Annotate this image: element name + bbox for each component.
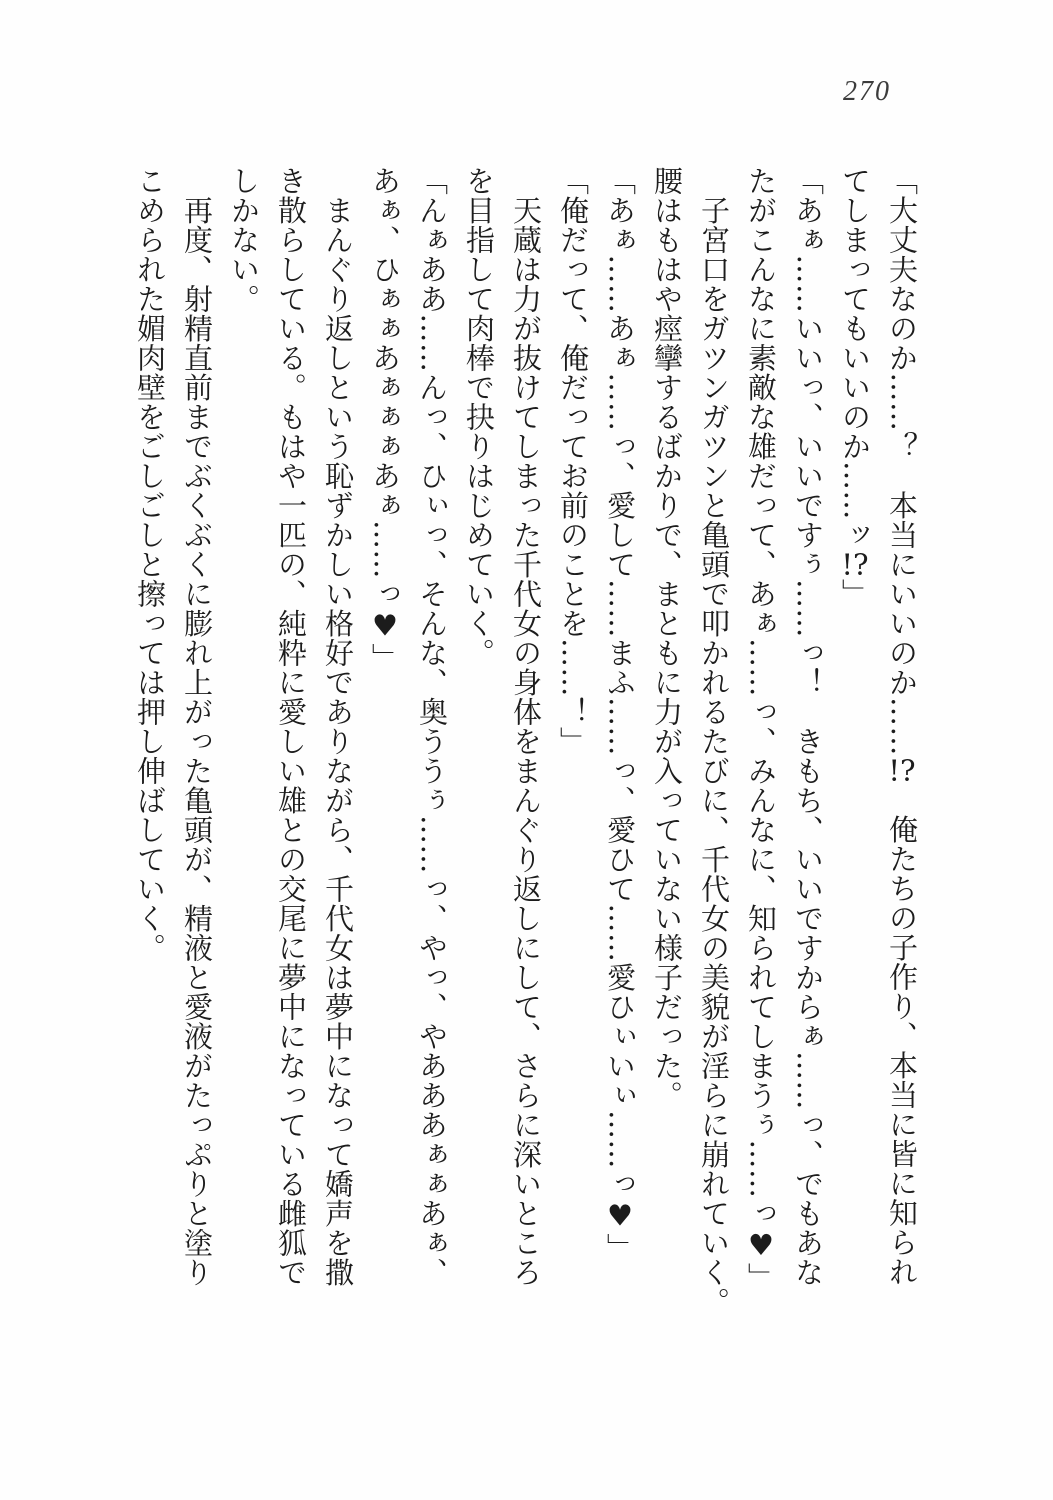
text-column: まんぐり返しという恥ずかしい格好でありながら、千代女は夢中になって嬌声を撒: [321, 166, 355, 1287]
text-column: き散らしている。もはや一匹の、純粋に愛しい雄との交尾に夢中になっている雌狐で: [274, 166, 308, 1287]
text-column: 子宮口をガツンガツンと亀頭で叩かれるたびに、千代女の美貌が淫らに崩れていく。: [697, 166, 731, 1317]
text-column: 「俺だって、俺だってお前のことを……！」: [556, 166, 590, 756]
tate-chu-yoko: !?: [841, 549, 869, 579]
vertical-text-block: [126, 166, 925, 1341]
text-column: 「んぁああ……んっ、ひぃっ、そんな、奥ううぅ……っ、やっ、やあああぁぁあぁ、: [415, 166, 449, 1287]
text-column: てしまってもいいのか……ッ!?」: [838, 166, 872, 608]
text-column: 天蔵は力が抜けてしまった千代女の身体をまんぐり返しにして、さらに深いところ: [509, 166, 543, 1287]
text-column: 腰はもはや痙攣するばかりで、まともに力が入っていない様子だった。: [650, 166, 684, 1110]
text-column: 「あぁ……いいっ、いいですぅ……っ！ きもち、いいですからぁ……っ、でもあな: [791, 166, 825, 1287]
text-column: 「大丈夫なのか……？ 本当にいいのか……!? 俺たちの子作り、本当に皆に知られ: [885, 166, 919, 1287]
page-number: 270: [843, 76, 891, 107]
text-column: こめられた媚肉壁をごしごしと擦っては押し伸ばしていく。: [133, 166, 167, 963]
tate-chu-yoko: !?: [888, 756, 916, 785]
text-column: たがこんなに素敵な雄だって、あぁ……っ、みんなに、知られてしまうぅ……っ♥」: [744, 166, 778, 1292]
text-column: 再度、射精直前までぶくぶくに膨れ上がった亀頭が、精液と愛液がたっぷりと塗り: [180, 166, 214, 1287]
text-column: を目指して肉棒で抉りはじめていく。: [462, 166, 496, 668]
text-column: あぁ、ひぁぁあぁぁぁあぁ……っ♥」: [368, 166, 402, 673]
text-column: しかない。: [227, 166, 261, 314]
text-column: 「あぁ……あぁ……っ、愛して……まふ……っ、愛ひて……愛ひぃいぃ……っ♥」: [603, 166, 637, 1263]
